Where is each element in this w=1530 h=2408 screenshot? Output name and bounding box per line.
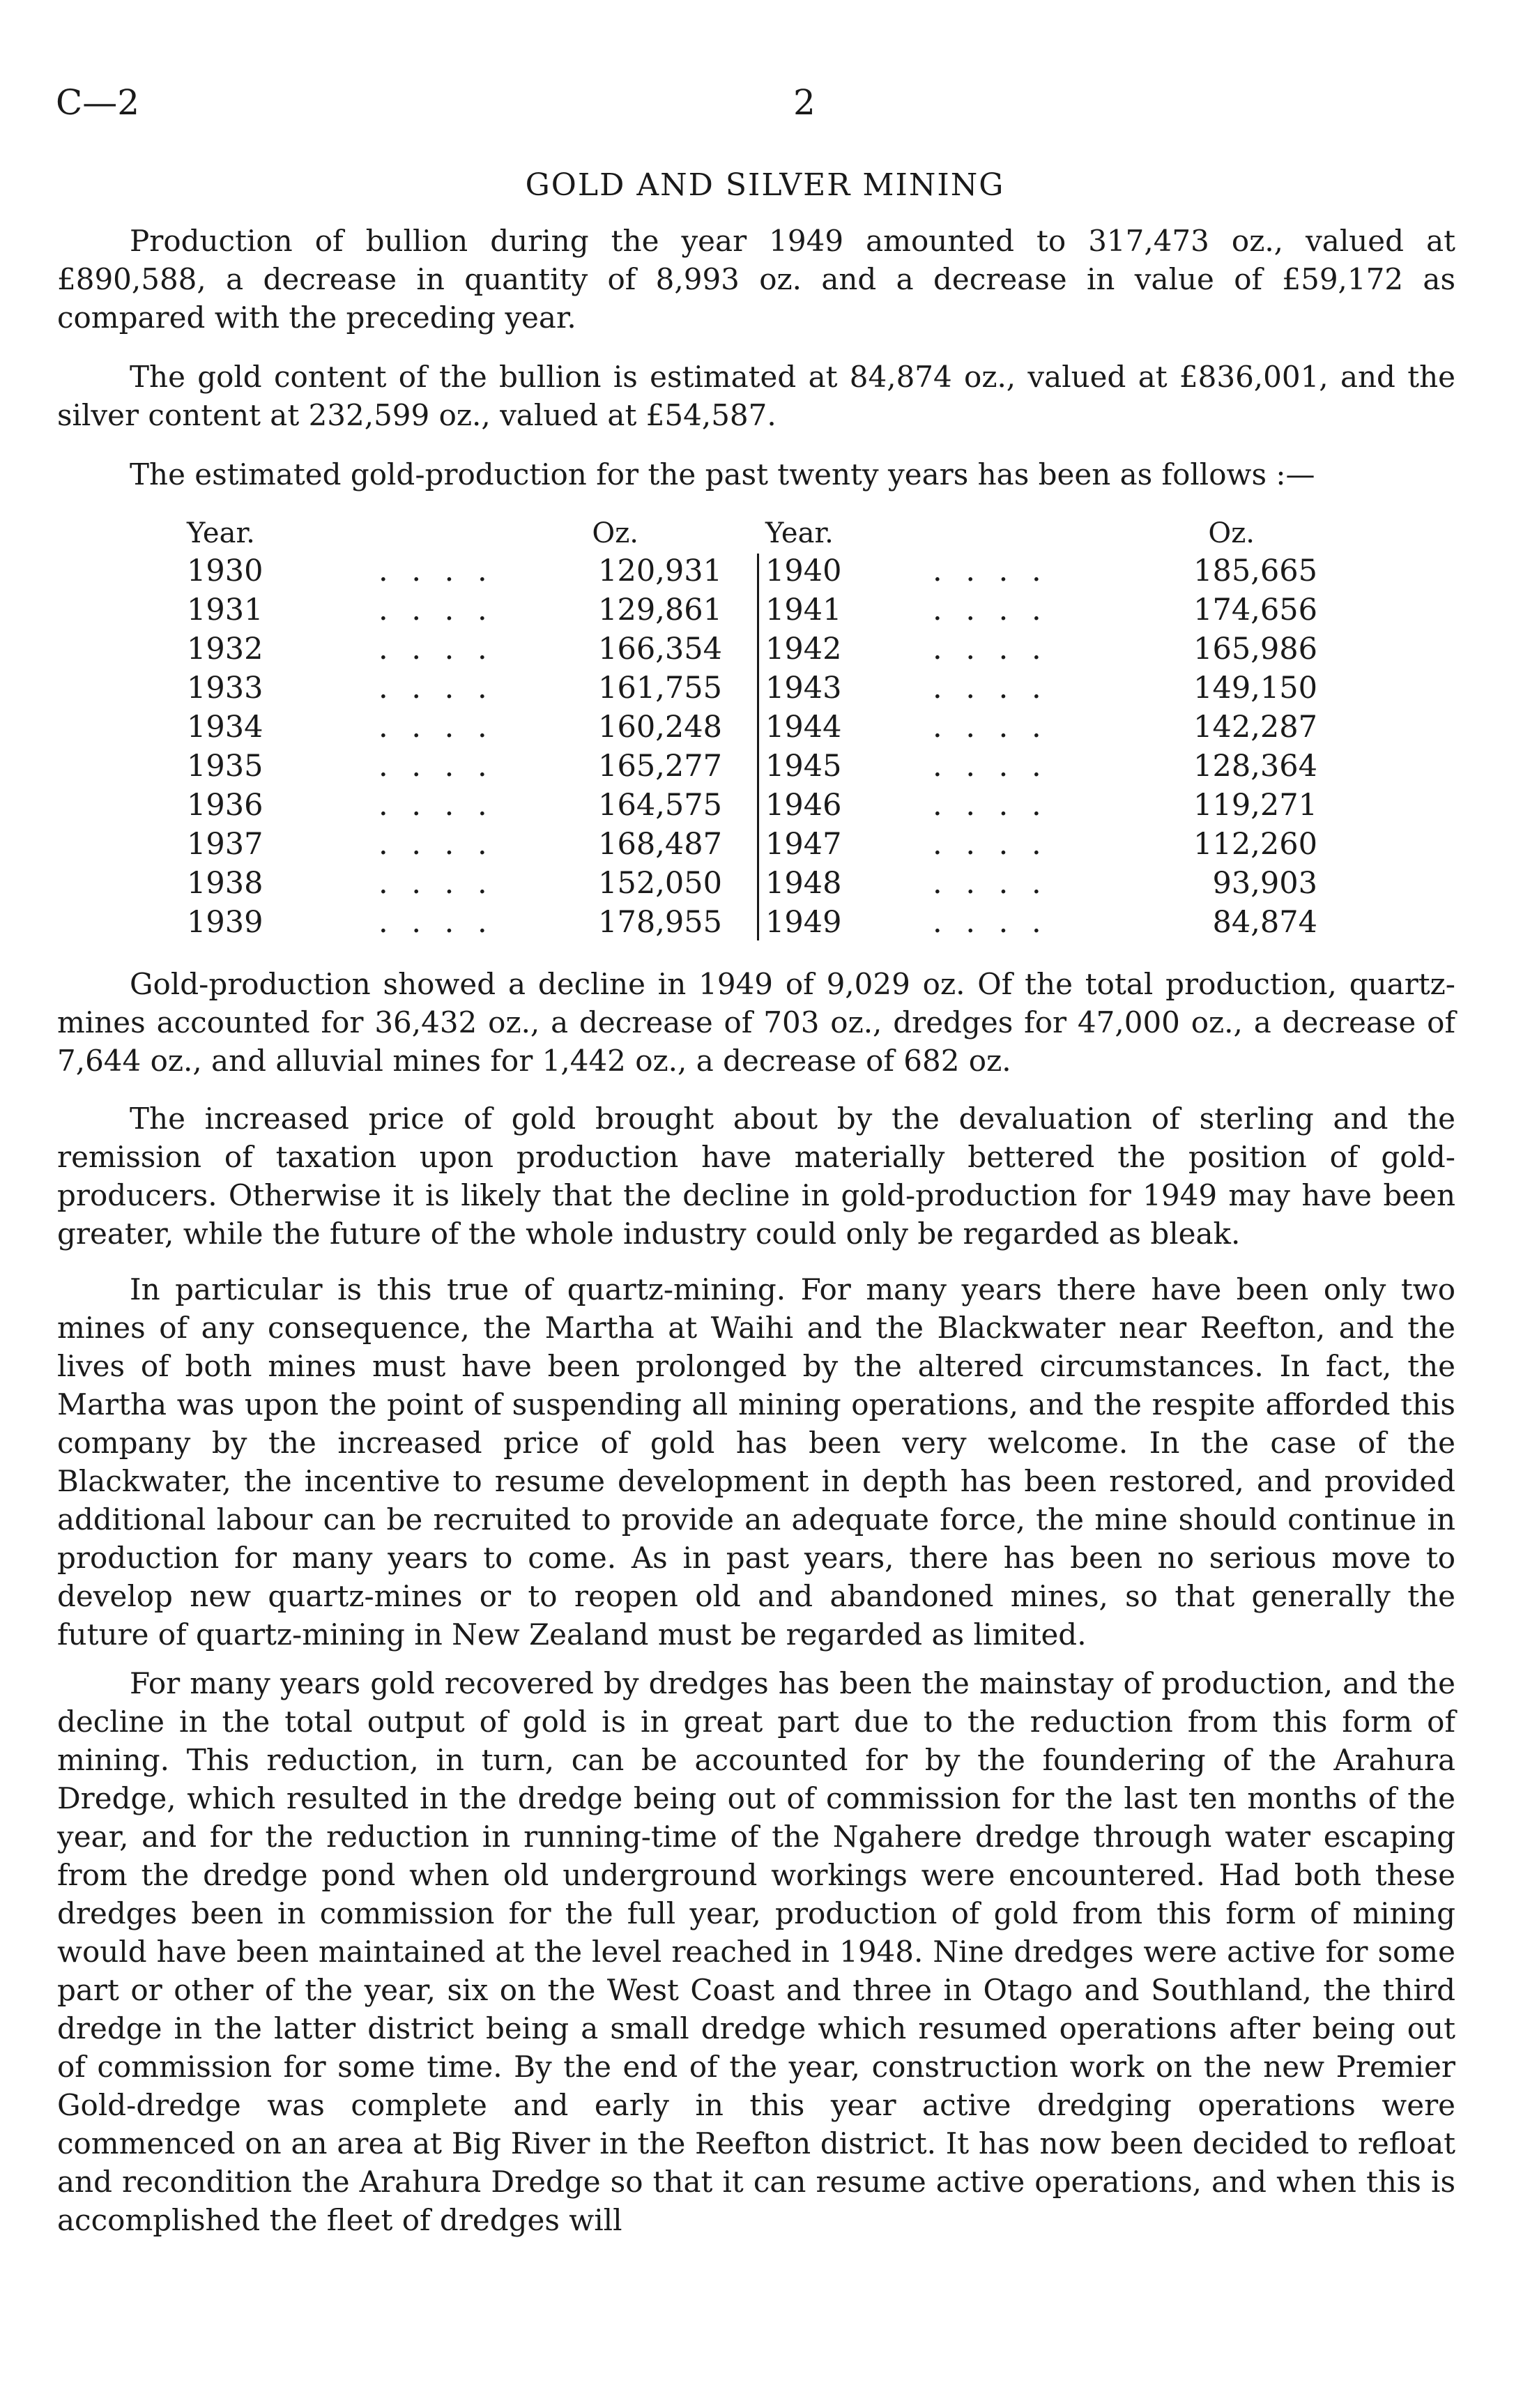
paragraph-table-intro: The estimated gold-production for the past twenty years has been as follows :— <box>130 457 1315 491</box>
oz-cell: 129,861 <box>598 593 722 627</box>
dot-leader: . . . . <box>933 632 1048 666</box>
oz-cell: 174,656 <box>1193 593 1317 627</box>
year-header: Year. <box>765 517 834 549</box>
paragraph-bullion-production: Production of bullion during the year 1949 amounted to 317,473 oz., valued at £890,588, a decrease in quantity of 8,993 oz. and a decrease in value of £59,172 as compared with the preceding year. <box>57 224 1455 335</box>
oz-header: Oz. <box>1208 517 1255 549</box>
page-number: 2 <box>793 82 816 123</box>
year-cell: 1930 <box>187 554 263 588</box>
year-cell: 1949 <box>765 905 842 940</box>
table-row <box>765 749 1317 788</box>
paragraph-production-decline: Gold-production showed a decline in 1949 of 9,029 oz. Of the total production, quartz-mines accounted for 36,432 oz., a decrease of 703 oz., dredges for 47,000 oz., a decrease of 7,644 oz., and alluvial mines for 1,442 oz., a decrease of 682 oz. <box>57 967 1455 1078</box>
oz-cell: 119,271 <box>1193 788 1317 823</box>
table-header-row <box>187 517 722 554</box>
table-column-1930s <box>187 517 722 944</box>
dot-leader: . . . . <box>933 710 1048 745</box>
oz-cell: 185,665 <box>1193 554 1317 588</box>
table-row <box>187 788 722 827</box>
dot-leader: . . . . <box>378 671 494 706</box>
dot-leader: . . . . <box>378 866 494 901</box>
oz-cell: 168,487 <box>598 827 722 862</box>
year-cell: 1941 <box>765 593 842 627</box>
year-cell: 1943 <box>765 671 842 706</box>
document-code: C—2 <box>56 82 140 123</box>
section-title: GOLD AND SILVER MINING <box>525 167 1005 203</box>
table-row <box>187 710 722 749</box>
year-cell: 1933 <box>187 671 263 706</box>
year-cell: 1940 <box>765 554 842 588</box>
table-row <box>765 710 1317 749</box>
table-divider <box>757 554 759 940</box>
oz-cell: 178,955 <box>598 905 722 940</box>
table-row <box>187 671 722 710</box>
year-cell: 1942 <box>765 632 842 666</box>
year-cell: 1948 <box>765 866 842 901</box>
dot-leader: . . . . <box>378 905 494 940</box>
dot-leader: . . . . <box>378 593 494 627</box>
year-cell: 1939 <box>187 905 263 940</box>
dot-leader: . . . . <box>933 788 1048 823</box>
oz-cell: 93,903 <box>1212 866 1317 901</box>
dot-leader: . . . . <box>933 827 1048 862</box>
paragraph-gold-silver-content: The gold content of the bullion is estimated at 84,874 oz., valued at £836,001, and the silver content at 232,599 oz., valued at £54,587. <box>57 360 1455 432</box>
table-row <box>765 788 1317 827</box>
year-cell: 1934 <box>187 710 263 745</box>
table-row <box>187 632 722 671</box>
table-row <box>187 905 722 944</box>
paragraph-dredging: For many years gold recovered by dredges has been the mainstay of production, and the decline in the total output of gold is in great part due to the reduction from this form of mining. This reduction, in turn, can be accounted for by the foundering of the Arahura Dredge, which resulted in the dredge being out of commission for the last ten months of the year, and for the reduction in running-time of the Ngahere dredge through water escaping from the dredge pond when old underground workings were encountered. Had both these dredges been in commission for the full year, production of gold from this form of mining would have been maintained at the level reached in 1948. Nine dredges were active for some part or other of the year, six on the West Coast and three in Otago and Southland, the third dredge in the latter district being a small dredge which resumed operations after being out of commission for some time. By the end of the year, construction work on the new Premier Gold-dredge was complete and early in this year active dredging operations were commenced on an area at Big River in the Reefton district. It has now been decided to refloat and recondition the Arahura Dredge so that it can resume active operations, and when this is accomplished the fleet of dredges will <box>57 1666 1455 2237</box>
dot-leader: . . . . <box>933 593 1048 627</box>
table-row <box>187 554 722 593</box>
table-row <box>765 866 1317 905</box>
dot-leader: . . . . <box>933 866 1048 901</box>
oz-cell: 112,260 <box>1193 827 1317 862</box>
oz-cell: 120,931 <box>598 554 722 588</box>
dot-leader: . . . . <box>378 554 494 588</box>
paragraph-quartz-mining: In particular is this true of quartz-mining. For many years there have been only two mines of any consequence, the Martha at Waihi and the Blackwater near Reefton, and the lives of both mines must have been prolonged by the altered circumstances. In fact, the Martha was upon the point of suspending all mining operations, and the respite afforded this company by the increased price of gold has been very welcome. In the case of the Blackwater, the incentive to resume development in depth has been restored, and provided additional labour can be recruited to provide an adequate force, the mine should continue in production for many years to come. As in past years, there has been no serious move to develop new quartz-mines or to reopen old and abandoned mines, so that generally the future of quartz-mining in New Zealand must be regarded as limited. <box>57 1272 1455 1652</box>
dot-leader: . . . . <box>378 749 494 784</box>
oz-cell: 128,364 <box>1193 749 1317 784</box>
dot-leader: . . . . <box>933 905 1048 940</box>
table-row <box>187 866 722 905</box>
dot-leader: . . . . <box>933 554 1048 588</box>
year-cell: 1947 <box>765 827 842 862</box>
page-header <box>56 82 1457 131</box>
year-cell: 1931 <box>187 593 263 627</box>
year-cell: 1944 <box>765 710 842 745</box>
oz-cell: 160,248 <box>598 710 722 745</box>
table-row <box>765 632 1317 671</box>
table-row <box>765 671 1317 710</box>
oz-cell: 152,050 <box>598 866 722 901</box>
table-column-1940s <box>765 517 1317 944</box>
table-row <box>765 593 1317 632</box>
oz-cell: 165,277 <box>598 749 722 784</box>
dot-leader: . . . . <box>933 671 1048 706</box>
year-cell: 1946 <box>765 788 842 823</box>
year-cell: 1936 <box>187 788 263 823</box>
oz-cell: 166,354 <box>598 632 722 666</box>
dot-leader: . . . . <box>378 710 494 745</box>
dot-leader: . . . . <box>933 749 1048 784</box>
paragraph-price-devaluation: The increased price of gold brought about by the devaluation of sterling and the remission of taxation upon production have materially bettered the position of gold-producers. Otherwise it is likely that the decline in gold-production for 1949 may have been greater, while the future of the whole industry could only be regarded as bleak. <box>57 1102 1455 1251</box>
oz-cell: 84,874 <box>1212 905 1317 940</box>
year-cell: 1938 <box>187 866 263 901</box>
table-row <box>187 827 722 866</box>
oz-cell: 161,755 <box>598 671 722 706</box>
oz-cell: 142,287 <box>1193 710 1317 745</box>
table-row <box>187 593 722 632</box>
gold-production-table <box>187 517 1323 943</box>
table-row <box>765 554 1317 593</box>
dot-leader: . . . . <box>378 788 494 823</box>
year-cell: 1945 <box>765 749 842 784</box>
dot-leader: . . . . <box>378 827 494 862</box>
dot-leader: . . . . <box>378 632 494 666</box>
table-header-row <box>765 517 1317 554</box>
table-row <box>765 905 1317 944</box>
year-cell: 1935 <box>187 749 263 784</box>
year-header: Year. <box>187 517 255 549</box>
table-row <box>765 827 1317 866</box>
table-row <box>187 749 722 788</box>
year-cell: 1932 <box>187 632 263 666</box>
oz-cell: 165,986 <box>1193 632 1317 666</box>
oz-cell: 149,150 <box>1193 671 1317 706</box>
oz-cell: 164,575 <box>598 788 722 823</box>
year-cell: 1937 <box>187 827 263 862</box>
oz-header: Oz. <box>592 517 638 549</box>
